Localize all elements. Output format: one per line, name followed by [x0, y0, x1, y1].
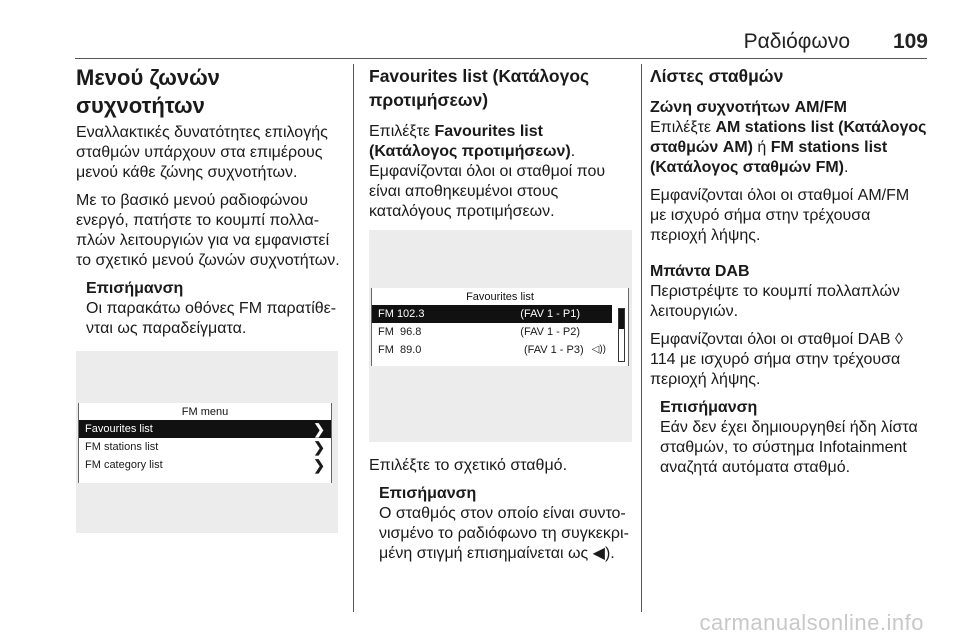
- fm-menu-screen: [78, 403, 332, 483]
- menu-item-fm-category[interactable]: [79, 456, 331, 474]
- chevron-right-icon: ❯: [313, 421, 325, 437]
- note-text: Ο σταθμός στον οποίο είναι συντο-νισμένο το ραδιόφωνο τη συγκεκρι-μένη στιγμή επισημαίνεται ως ◀).: [379, 505, 629, 562]
- note-text: Οι παρακάτω οθόνες FM παρατίθε-νται ως παραδείγματα.: [86, 300, 337, 337]
- section-heading: Favourites list (Κατάλογος προτιμήσεων): [369, 66, 590, 110]
- favourite-row[interactable]: [372, 323, 612, 341]
- menu-item-favourites[interactable]: [79, 420, 331, 438]
- station-frequency: FM 89.0: [378, 344, 422, 356]
- column-divider-1: [353, 64, 354, 612]
- scrollbar[interactable]: [618, 308, 625, 362]
- note-title: Επισήμανση: [379, 485, 477, 502]
- station-frequency: FM 102.3: [378, 308, 425, 320]
- menu-ref: FM stations list (Κατάλογος σταθμών FM): [650, 139, 888, 176]
- menu-item-label: FM category list: [85, 459, 163, 471]
- speaker-icon: ◁)): [591, 344, 606, 355]
- section-heading: Λίστες σταθμών: [650, 66, 784, 86]
- scrollbar-thumb[interactable]: [619, 309, 624, 329]
- favourite-row[interactable]: [372, 305, 612, 323]
- screen-title: FM menu: [181, 406, 229, 418]
- note-title: Επισήμανση: [86, 280, 184, 297]
- column-2: [369, 64, 633, 572]
- favourite-row[interactable]: [372, 341, 612, 359]
- menu-item-label: Favourites list: [85, 423, 153, 435]
- page-number: 109: [892, 30, 928, 53]
- screen-title: Favourites list: [466, 291, 534, 303]
- note-block: [86, 279, 344, 339]
- column-3: [650, 64, 928, 486]
- favourite-slot: (FAV 1 - P1): [520, 308, 580, 320]
- station-frequency: FM 96.8: [378, 326, 422, 338]
- chevron-right-icon: ❯: [313, 457, 325, 473]
- menu-ref: AM stations list (Κατάλογος σταθμών AM): [650, 119, 927, 156]
- section-heading: Μενού ζωνών συχνοτήτων: [76, 65, 220, 118]
- menu-item-label: FM stations list: [85, 441, 159, 453]
- paragraph: Με το βασικό μενού ραδιοφώνου ενεργό, πατήστε το κουμπί πολλα-πλών λειτουργιών για να εμφανιστεί το σχετικό μενού ζωνών συχνοτήτων.: [76, 192, 340, 269]
- paragraph: Εμφανίζονται όλοι οι σταθμοί DAB ◊ 114 με ισχυρό σήμα στην τρέχουσα περιοχή λήψης.: [650, 331, 903, 388]
- menu-item-fm-stations[interactable]: [79, 438, 331, 456]
- favourites-screen: [371, 288, 629, 366]
- note-block: [660, 398, 928, 478]
- note-block: [379, 484, 633, 564]
- menu-ref: Favourites list (Κατάλογος προτιμήσεων): [369, 123, 571, 160]
- subheading: Μπάντα DAB: [650, 263, 750, 280]
- note-text: Εάν δεν έχει δημιουργηθεί ήδη λίστα σταθμών, το σύστημα Infotainment αναζητά αυτόματα σταθμό.: [660, 419, 918, 476]
- favourite-slot: (FAV 1 - P3): [523, 344, 584, 356]
- favourite-slot: (FAV 1 - P2): [520, 326, 580, 338]
- paragraph: Επιλέξτε AM stations list (Κατάλογος σταθμών AM) ή FM stations list (Κατάλογος σταθμών FM).: [650, 119, 927, 176]
- chevron-right-icon: ❯: [313, 439, 325, 455]
- column-divider-2: [641, 64, 642, 612]
- header-rule: [75, 58, 927, 59]
- paragraph: Εμφανίζονται όλοι οι σταθμοί AM/FM με ισχυρό σήμα στην τρέχουσα περιοχή λήψης.: [650, 187, 910, 244]
- subheading: Ζώνη συχνοτήτων AM/FM: [650, 99, 847, 116]
- paragraph: Εναλλακτικές δυνατότητες επιλογής σταθμών υπάρχουν στα επιμέρους μενού κάθε ζώνης συχνοτήτων.: [76, 124, 328, 181]
- paragraph: Επιλέξτε το σχετικό σταθμό.: [369, 457, 568, 474]
- note-title: Επισήμανση: [660, 399, 758, 416]
- column-1: [76, 64, 344, 543]
- favourites-list-screenshot: [369, 230, 632, 442]
- fm-menu-screenshot: [76, 351, 338, 533]
- watermark: carmanualsonline.info: [699, 610, 924, 635]
- page-header-title: Ραδιόφωνο: [743, 30, 850, 53]
- paragraph: Επιλέξτε Favourites list (Κατάλογος προτιμήσεων). Εμφανίζονται όλοι οι σταθμοί που είναι αποθηκευμένοι στους καταλόγους προτιμήσεων.: [369, 123, 606, 220]
- paragraph: Περιστρέψτε το κουμπί πολλαπλών λειτουργιών.: [650, 283, 900, 320]
